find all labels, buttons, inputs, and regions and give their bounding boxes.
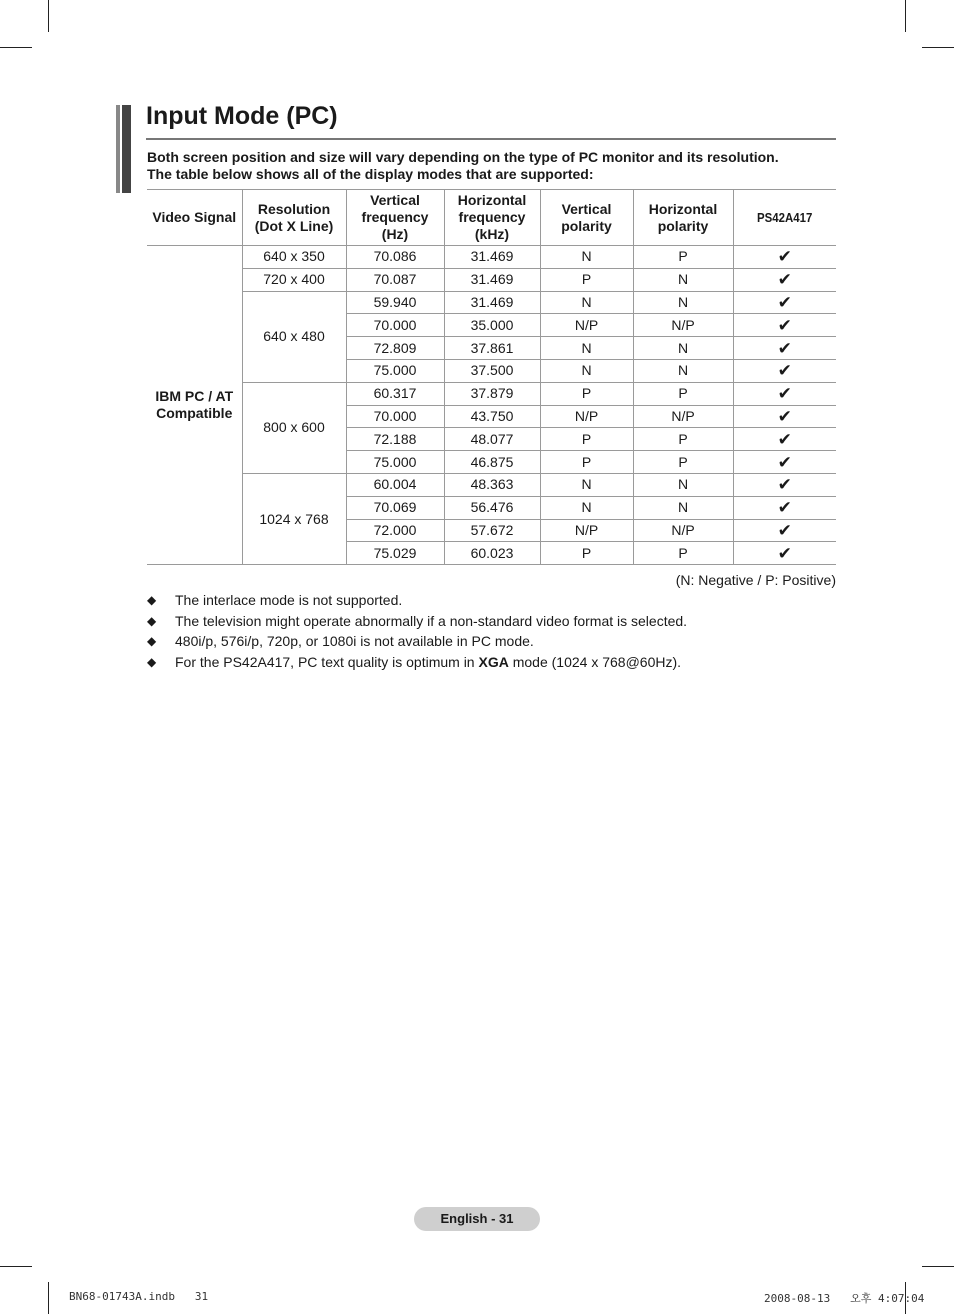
footer-file-info: BN68-01743A.indb 31: [69, 1290, 209, 1303]
table-row: [147, 268, 836, 291]
note-text-part: mode (1024 x 768@60Hz).: [508, 653, 682, 670]
diamond-bullet-icon: ◆: [147, 654, 157, 669]
horizontal-frequency-cell: 31.469: [444, 291, 540, 314]
vertical-polarity-cell: N/P: [540, 314, 633, 337]
diamond-bullet-icon: ◆: [147, 613, 157, 628]
supported-check-icon: ✔: [733, 268, 836, 291]
supported-check-icon: ✔: [733, 496, 836, 519]
vertical-frequency-cell: 75.000: [346, 359, 444, 382]
vertical-polarity-cell: P: [540, 542, 633, 565]
note-text-part: For the PS42A417, PC text quality is optimum in: [175, 653, 479, 670]
table-row: [147, 246, 836, 269]
crop-mark: [922, 1266, 954, 1267]
horizontal-frequency-cell: 43.750: [444, 405, 540, 428]
polarity-legend: (N: Negative / P: Positive): [675, 572, 836, 588]
supported-check-icon: ✔: [733, 359, 836, 382]
diamond-bullet-icon: ◆: [147, 634, 157, 648]
table-row: [147, 291, 836, 314]
supported-check-icon: ✔: [733, 473, 836, 496]
intro-text: [147, 149, 837, 183]
resolution-cell: 1024 x 768: [242, 473, 346, 564]
vertical-frequency-cell: 75.000: [346, 451, 444, 474]
note-text: 480i/p, 576i/p, 720p, or 1080i is not available in PC mode.: [175, 633, 534, 649]
horizontal-polarity-cell: N: [633, 337, 733, 360]
header-vertical-frequency: Vertical frequency (Hz): [346, 190, 444, 246]
vertical-frequency-cell: 75.029: [346, 542, 444, 565]
vertical-frequency-cell: 60.004: [346, 473, 444, 496]
diamond-bullet-icon: ◆: [147, 593, 157, 607]
vertical-polarity-cell: N: [540, 291, 633, 314]
resolution-cell: 800 x 600: [242, 382, 346, 473]
horizontal-frequency-cell: 48.363: [444, 473, 540, 496]
vertical-frequency-cell: 70.086: [346, 246, 444, 269]
horizontal-polarity-cell: N: [633, 473, 733, 496]
vertical-frequency-cell: 72.809: [346, 337, 444, 360]
header-horizontal-frequency: Horizontal frequency (kHz): [444, 190, 540, 246]
vertical-polarity-cell: P: [540, 451, 633, 474]
vertical-frequency-cell: 70.069: [346, 496, 444, 519]
table-row: [147, 473, 836, 496]
table-body: [147, 246, 836, 565]
crop-mark: [905, 0, 906, 32]
horizontal-polarity-cell: N: [633, 496, 733, 519]
note-item: [147, 592, 687, 613]
vertical-polarity-cell: N/P: [540, 519, 633, 542]
horizontal-frequency-cell: 37.500: [444, 359, 540, 382]
horizontal-polarity-cell: N: [633, 268, 733, 291]
video-signal-cell: IBM PC / AT Compatible: [147, 246, 242, 565]
supported-check-icon: ✔: [733, 291, 836, 314]
horizontal-polarity-cell: N/P: [633, 314, 733, 337]
horizontal-frequency-cell: 57.672: [444, 519, 540, 542]
supported-check-icon: ✔: [733, 382, 836, 405]
note-item: [147, 633, 687, 654]
vertical-polarity-cell: N: [540, 246, 633, 269]
vertical-polarity-cell: P: [540, 428, 633, 451]
note-item: [147, 613, 687, 634]
note-item: [147, 654, 687, 675]
horizontal-frequency-cell: 48.077: [444, 428, 540, 451]
header-vertical-polarity: Vertical polarity: [540, 190, 633, 246]
section-bar: [122, 105, 131, 193]
vertical-polarity-cell: P: [540, 268, 633, 291]
supported-check-icon: ✔: [733, 519, 836, 542]
horizontal-polarity-cell: N: [633, 291, 733, 314]
title-rule: [146, 138, 836, 140]
horizontal-polarity-cell: P: [633, 382, 733, 405]
horizontal-polarity-cell: N/P: [633, 519, 733, 542]
horizontal-frequency-cell: 35.000: [444, 314, 540, 337]
supported-check-icon: ✔: [733, 246, 836, 269]
table-row: [147, 382, 836, 405]
crop-mark: [0, 1266, 32, 1267]
horizontal-polarity-cell: P: [633, 246, 733, 269]
horizontal-polarity-cell: P: [633, 428, 733, 451]
supported-check-icon: ✔: [733, 428, 836, 451]
horizontal-frequency-cell: 56.476: [444, 496, 540, 519]
resolution-cell: 640 x 350: [242, 246, 346, 269]
supported-check-icon: ✔: [733, 451, 836, 474]
vertical-polarity-cell: N: [540, 473, 633, 496]
vertical-polarity-cell: N: [540, 337, 633, 360]
crop-mark: [0, 47, 32, 48]
vertical-polarity-cell: P: [540, 382, 633, 405]
intro-line: Both screen position and size will vary depending on the type of PC monitor and its resolution.: [147, 149, 779, 165]
vertical-frequency-cell: 70.000: [346, 405, 444, 428]
crop-mark: [922, 47, 954, 48]
horizontal-polarity-cell: N/P: [633, 405, 733, 428]
supported-check-icon: ✔: [733, 405, 836, 428]
horizontal-polarity-cell: N: [633, 359, 733, 382]
footer-datetime: 2008-08-13 오후 4:07:04: [764, 1292, 925, 1305]
horizontal-frequency-cell: 31.469: [444, 246, 540, 269]
horizontal-frequency-cell: 37.879: [444, 382, 540, 405]
note-text: [175, 654, 681, 675]
vertical-frequency-cell: 72.188: [346, 428, 444, 451]
note-text: The television might operate abnormally if a non-standard video format is selected.: [175, 612, 688, 629]
horizontal-polarity-cell: P: [633, 451, 733, 474]
supported-check-icon: ✔: [733, 542, 836, 565]
vertical-frequency-cell: 72.000: [346, 519, 444, 542]
header-video-signal: Video Signal: [147, 190, 242, 246]
intro-line: The table below shows all of the display modes that are supported:: [147, 166, 594, 182]
horizontal-polarity-cell: P: [633, 542, 733, 565]
resolution-cell: 720 x 400: [242, 268, 346, 291]
horizontal-frequency-cell: 46.875: [444, 451, 540, 474]
vertical-frequency-cell: 70.087: [346, 268, 444, 291]
page-number: English - 31: [414, 1207, 540, 1231]
supported-check-icon: ✔: [733, 314, 836, 337]
notes-list: [147, 592, 687, 674]
page-title: Input Mode (PC): [146, 102, 338, 130]
vertical-frequency-cell: 70.000: [346, 314, 444, 337]
horizontal-frequency-cell: 31.469: [444, 268, 540, 291]
header-model: PS42A417: [739, 190, 830, 246]
resolution-cell: 640 x 480: [242, 291, 346, 382]
display-modes-table: [147, 189, 836, 565]
supported-check-icon: ✔: [733, 337, 836, 360]
crop-mark: [48, 1282, 49, 1314]
header-horizontal-polarity: Horizontal polarity: [633, 190, 733, 246]
vertical-frequency-cell: 59.940: [346, 291, 444, 314]
header-resolution: Resolution (Dot X Line): [242, 190, 346, 246]
crop-mark: [48, 0, 49, 32]
vertical-polarity-cell: N/P: [540, 405, 633, 428]
vertical-polarity-cell: N: [540, 496, 633, 519]
vertical-polarity-cell: N: [540, 359, 633, 382]
vertical-frequency-cell: 60.317: [346, 382, 444, 405]
horizontal-frequency-cell: 37.861: [444, 337, 540, 360]
note-text: The interlace mode is not supported.: [175, 592, 403, 608]
xga-emphasis: XGA: [478, 653, 509, 670]
section-bar: [116, 105, 120, 193]
horizontal-frequency-cell: 60.023: [444, 542, 540, 565]
table-header-row: [147, 190, 836, 246]
